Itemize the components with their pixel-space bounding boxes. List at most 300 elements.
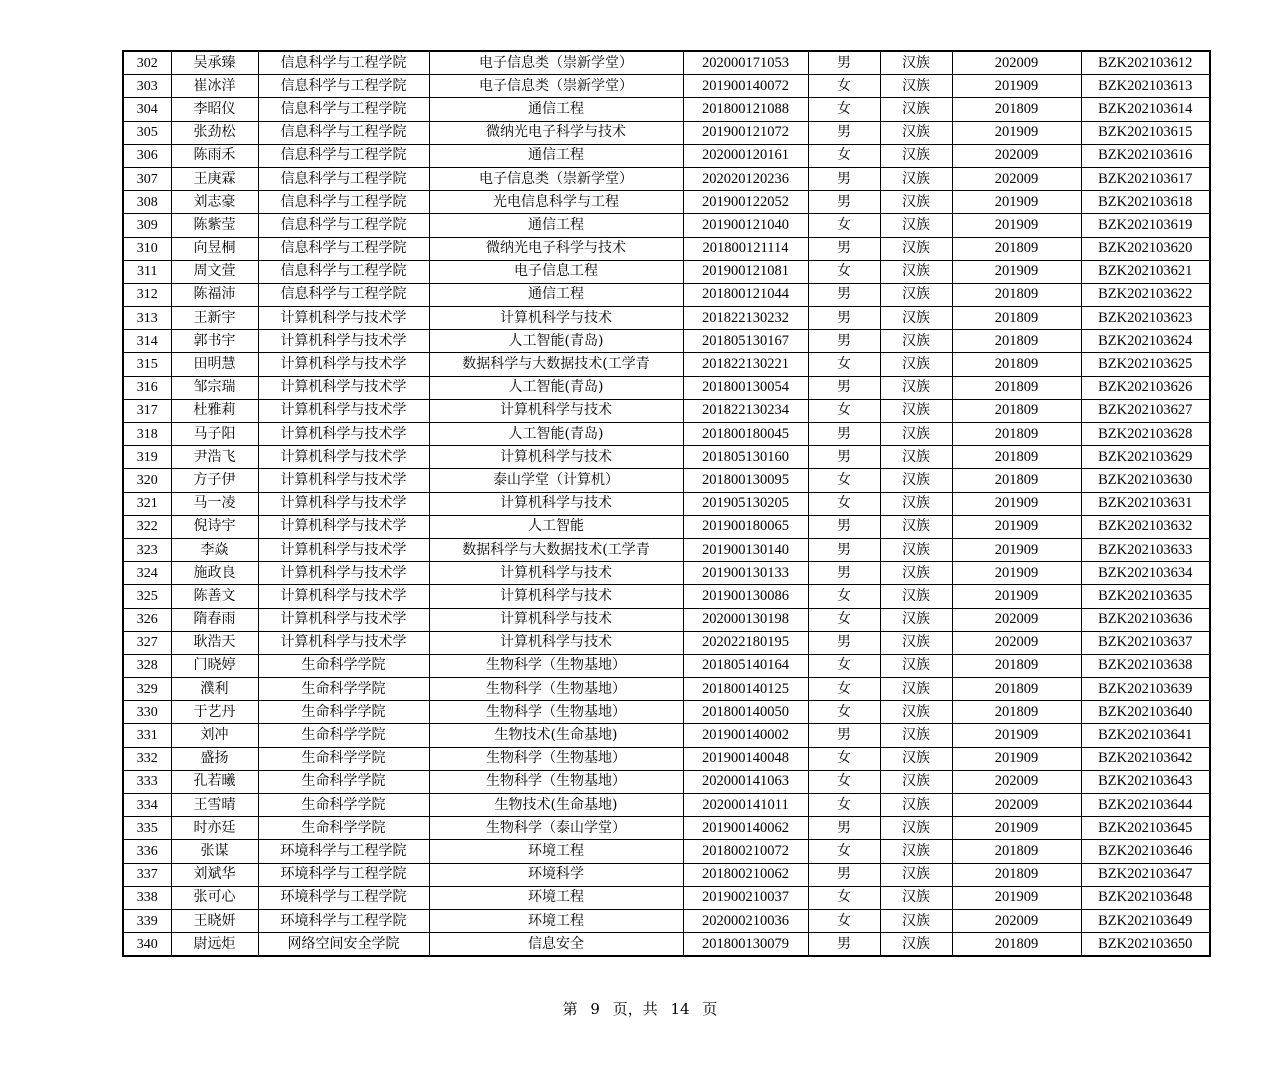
cell-seq: 318 [123, 423, 171, 446]
cell-gender: 男 [808, 817, 880, 840]
cell-ethnicity: 汉族 [880, 724, 952, 747]
cell-gender: 男 [808, 283, 880, 306]
cell-college: 计算机科学与技术学 [258, 492, 429, 515]
cell-college: 计算机科学与技术学 [258, 469, 429, 492]
cell-name: 刘冲 [171, 724, 258, 747]
cell-gender: 男 [808, 191, 880, 214]
cell-college: 信息科学与工程学院 [258, 283, 429, 306]
cell-name: 孔若曦 [171, 770, 258, 793]
cell-gender: 男 [808, 330, 880, 353]
cell-name: 张可心 [171, 886, 258, 909]
cell-ethnicity: 汉族 [880, 446, 952, 469]
cell-enroll-date: 201809 [952, 678, 1081, 701]
cell-ethnicity: 汉族 [880, 167, 952, 190]
cell-college: 生命科学学院 [258, 770, 429, 793]
cell-cert-no: BZK202103641 [1081, 724, 1210, 747]
cell-gender: 男 [808, 863, 880, 886]
cell-college: 环境科学与工程学院 [258, 840, 429, 863]
cell-student-id: 202000141063 [683, 770, 808, 793]
cell-enroll-date: 201909 [952, 585, 1081, 608]
cell-student-id: 201905130205 [683, 492, 808, 515]
cell-cert-no: BZK202103624 [1081, 330, 1210, 353]
cell-cert-no: BZK202103617 [1081, 167, 1210, 190]
cell-seq: 316 [123, 376, 171, 399]
cell-student-id: 201800130095 [683, 469, 808, 492]
cell-enroll-date: 202009 [952, 608, 1081, 631]
cell-enroll-date: 201909 [952, 747, 1081, 770]
cell-student-id: 201805140164 [683, 654, 808, 677]
table-row [123, 585, 1210, 608]
cell-name: 崔冰洋 [171, 75, 258, 98]
cell-major: 微纳光电子科学与技术 [429, 237, 683, 260]
cell-college: 生命科学学院 [258, 747, 429, 770]
footer-di: 第 [562, 1000, 578, 1018]
cell-cert-no: BZK202103634 [1081, 562, 1210, 585]
cell-major: 计算机科学与技术 [429, 608, 683, 631]
cell-major: 数据科学与大数据技术(工学青 [429, 353, 683, 376]
table-row [123, 909, 1210, 932]
cell-college: 计算机科学与技术学 [258, 423, 429, 446]
cell-cert-no: BZK202103625 [1081, 353, 1210, 376]
cell-college: 环境科学与工程学院 [258, 863, 429, 886]
cell-ethnicity: 汉族 [880, 144, 952, 167]
cell-ethnicity: 汉族 [880, 121, 952, 144]
cell-enroll-date: 201809 [952, 469, 1081, 492]
cell-cert-no: BZK202103631 [1081, 492, 1210, 515]
cell-name: 杜雅莉 [171, 399, 258, 422]
cell-seq: 332 [123, 747, 171, 770]
table-body [123, 51, 1210, 956]
cell-ethnicity: 汉族 [880, 98, 952, 121]
cell-major: 计算机科学与技术 [429, 631, 683, 654]
cell-gender: 女 [808, 678, 880, 701]
cell-cert-no: BZK202103633 [1081, 538, 1210, 561]
cell-seq: 333 [123, 770, 171, 793]
cell-gender: 女 [808, 909, 880, 932]
cell-enroll-date: 201809 [952, 283, 1081, 306]
cell-major: 光电信息科学与工程 [429, 191, 683, 214]
cell-name: 田明慧 [171, 353, 258, 376]
table-row [123, 353, 1210, 376]
cell-cert-no: BZK202103635 [1081, 585, 1210, 608]
cell-student-id: 202020120236 [683, 167, 808, 190]
cell-name: 王新宇 [171, 307, 258, 330]
cell-college: 信息科学与工程学院 [258, 260, 429, 283]
cell-name: 陈福沛 [171, 283, 258, 306]
cell-cert-no: BZK202103644 [1081, 794, 1210, 817]
cell-gender: 女 [808, 654, 880, 677]
cell-gender: 女 [808, 794, 880, 817]
cell-gender: 男 [808, 167, 880, 190]
table-row [123, 515, 1210, 538]
cell-student-id: 201800140050 [683, 701, 808, 724]
cell-ethnicity: 汉族 [880, 886, 952, 909]
cell-cert-no: BZK202103626 [1081, 376, 1210, 399]
cell-cert-no: BZK202103640 [1081, 701, 1210, 724]
cell-major: 生物科学（生物基地） [429, 654, 683, 677]
cell-student-id: 202000171053 [683, 51, 808, 75]
cell-enroll-date: 201909 [952, 886, 1081, 909]
footer-ye: 页 [702, 1000, 718, 1018]
cell-name: 隋春雨 [171, 608, 258, 631]
cell-gender: 女 [808, 840, 880, 863]
cell-major: 环境工程 [429, 886, 683, 909]
cell-cert-no: BZK202103638 [1081, 654, 1210, 677]
cell-student-id: 201822130234 [683, 399, 808, 422]
cell-cert-no: BZK202103613 [1081, 75, 1210, 98]
cell-college: 计算机科学与技术学 [258, 562, 429, 585]
cell-enroll-date: 201809 [952, 654, 1081, 677]
cell-student-id: 201805130167 [683, 330, 808, 353]
cell-enroll-date: 202009 [952, 167, 1081, 190]
cell-seq: 323 [123, 538, 171, 561]
table-row [123, 191, 1210, 214]
cell-enroll-date: 202009 [952, 770, 1081, 793]
cell-name: 于艺丹 [171, 701, 258, 724]
cell-cert-no: BZK202103621 [1081, 260, 1210, 283]
cell-name: 邹宗瑞 [171, 376, 258, 399]
cell-ethnicity: 汉族 [880, 933, 952, 957]
cell-name: 刘斌华 [171, 863, 258, 886]
cell-seq: 306 [123, 144, 171, 167]
cell-major: 电子信息类（崇新学堂） [429, 51, 683, 75]
cell-enroll-date: 201909 [952, 75, 1081, 98]
cell-gender: 女 [808, 75, 880, 98]
cell-name: 周文萱 [171, 260, 258, 283]
table-row [123, 747, 1210, 770]
cell-gender: 女 [808, 98, 880, 121]
cell-ethnicity: 汉族 [880, 863, 952, 886]
cell-student-id: 202000210036 [683, 909, 808, 932]
cell-ethnicity: 汉族 [880, 654, 952, 677]
cell-enroll-date: 201809 [952, 237, 1081, 260]
cell-gender: 男 [808, 724, 880, 747]
cell-ethnicity: 汉族 [880, 260, 952, 283]
cell-college: 计算机科学与技术学 [258, 353, 429, 376]
cell-ethnicity: 汉族 [880, 237, 952, 260]
table-row [123, 51, 1210, 75]
cell-major: 生物科学（生物基地） [429, 747, 683, 770]
cell-enroll-date: 201809 [952, 840, 1081, 863]
table-row [123, 469, 1210, 492]
cell-enroll-date: 201909 [952, 817, 1081, 840]
cell-seq: 305 [123, 121, 171, 144]
cell-cert-no: BZK202103616 [1081, 144, 1210, 167]
cell-cert-no: BZK202103629 [1081, 446, 1210, 469]
cell-student-id: 201822130221 [683, 353, 808, 376]
cell-cert-no: BZK202103614 [1081, 98, 1210, 121]
table-row [123, 399, 1210, 422]
cell-ethnicity: 汉族 [880, 423, 952, 446]
cell-cert-no: BZK202103627 [1081, 399, 1210, 422]
cell-cert-no: BZK202103628 [1081, 423, 1210, 446]
cell-name: 倪诗宇 [171, 515, 258, 538]
table-row [123, 654, 1210, 677]
cell-seq: 338 [123, 886, 171, 909]
cell-cert-no: BZK202103642 [1081, 747, 1210, 770]
table-row [123, 167, 1210, 190]
cell-college: 计算机科学与技术学 [258, 376, 429, 399]
cell-student-id: 202000130198 [683, 608, 808, 631]
table-row [123, 283, 1210, 306]
cell-college: 生命科学学院 [258, 817, 429, 840]
page-footer [0, 998, 1280, 1019]
cell-enroll-date: 201809 [952, 330, 1081, 353]
cell-ethnicity: 汉族 [880, 353, 952, 376]
cell-college: 信息科学与工程学院 [258, 121, 429, 144]
cell-seq: 340 [123, 933, 171, 957]
table-row [123, 214, 1210, 237]
cell-student-id: 201800130054 [683, 376, 808, 399]
cell-gender: 男 [808, 307, 880, 330]
cell-seq: 322 [123, 515, 171, 538]
cell-ethnicity: 汉族 [880, 909, 952, 932]
cell-gender: 男 [808, 446, 880, 469]
cell-seq: 313 [123, 307, 171, 330]
cell-major: 环境工程 [429, 909, 683, 932]
cell-gender: 男 [808, 631, 880, 654]
cell-gender: 男 [808, 376, 880, 399]
cell-seq: 317 [123, 399, 171, 422]
cell-name: 马一凌 [171, 492, 258, 515]
table-row [123, 144, 1210, 167]
cell-name: 向昱桐 [171, 237, 258, 260]
cell-enroll-date: 201909 [952, 492, 1081, 515]
cell-seq: 304 [123, 98, 171, 121]
cell-seq: 339 [123, 909, 171, 932]
table-row [123, 121, 1210, 144]
cell-student-id: 201900130133 [683, 562, 808, 585]
cell-enroll-date: 201909 [952, 260, 1081, 283]
cell-ethnicity: 汉族 [880, 840, 952, 863]
cell-ethnicity: 汉族 [880, 515, 952, 538]
cell-college: 计算机科学与技术学 [258, 608, 429, 631]
cell-student-id: 201900121072 [683, 121, 808, 144]
cell-name: 刘志豪 [171, 191, 258, 214]
cell-seq: 308 [123, 191, 171, 214]
cell-college: 计算机科学与技术学 [258, 538, 429, 561]
table-row [123, 376, 1210, 399]
cell-major: 环境科学 [429, 863, 683, 886]
cell-name: 盛扬 [171, 747, 258, 770]
cell-student-id: 202022180195 [683, 631, 808, 654]
cell-student-id: 201800140125 [683, 678, 808, 701]
cell-name: 耿浩天 [171, 631, 258, 654]
cell-gender: 女 [808, 770, 880, 793]
cell-gender: 男 [808, 121, 880, 144]
footer-page-number: 9 [590, 1000, 600, 1018]
cell-enroll-date: 201809 [952, 399, 1081, 422]
cell-gender: 女 [808, 353, 880, 376]
cell-major: 通信工程 [429, 214, 683, 237]
cell-student-id: 201900130140 [683, 538, 808, 561]
cell-college: 网络空间安全学院 [258, 933, 429, 957]
table-row [123, 330, 1210, 353]
cell-name: 王庚霖 [171, 167, 258, 190]
cell-major: 电子信息工程 [429, 260, 683, 283]
cell-student-id: 201900140072 [683, 75, 808, 98]
cell-major: 电子信息类（崇新学堂） [429, 167, 683, 190]
cell-seq: 334 [123, 794, 171, 817]
cell-seq: 310 [123, 237, 171, 260]
cell-major: 数据科学与大数据技术(工学青 [429, 538, 683, 561]
footer-ye-gong: 页，共 [612, 1000, 658, 1018]
cell-seq: 314 [123, 330, 171, 353]
cell-seq: 311 [123, 260, 171, 283]
cell-ethnicity: 汉族 [880, 770, 952, 793]
cell-college: 计算机科学与技术学 [258, 446, 429, 469]
cell-enroll-date: 201909 [952, 121, 1081, 144]
cell-ethnicity: 汉族 [880, 51, 952, 75]
table-row [123, 886, 1210, 909]
cell-major: 人工智能(青岛) [429, 330, 683, 353]
cell-major: 计算机科学与技术 [429, 585, 683, 608]
cell-cert-no: BZK202103643 [1081, 770, 1210, 793]
cell-college: 信息科学与工程学院 [258, 237, 429, 260]
cell-name: 尉远炬 [171, 933, 258, 957]
cell-major: 环境工程 [429, 840, 683, 863]
cell-enroll-date: 201909 [952, 538, 1081, 561]
cell-seq: 336 [123, 840, 171, 863]
cell-ethnicity: 汉族 [880, 631, 952, 654]
cell-enroll-date: 202009 [952, 794, 1081, 817]
cell-major: 通信工程 [429, 283, 683, 306]
cell-enroll-date: 202009 [952, 144, 1081, 167]
cell-seq: 337 [123, 863, 171, 886]
cell-college: 信息科学与工程学院 [258, 214, 429, 237]
cell-ethnicity: 汉族 [880, 747, 952, 770]
cell-enroll-date: 201809 [952, 353, 1081, 376]
cell-enroll-date: 201809 [952, 307, 1081, 330]
cell-major: 人工智能(青岛) [429, 423, 683, 446]
cell-student-id: 201900121040 [683, 214, 808, 237]
cell-student-id: 201800180045 [683, 423, 808, 446]
cell-enroll-date: 201809 [952, 446, 1081, 469]
cell-ethnicity: 汉族 [880, 562, 952, 585]
cell-cert-no: BZK202103623 [1081, 307, 1210, 330]
cell-cert-no: BZK202103630 [1081, 469, 1210, 492]
cell-major: 计算机科学与技术 [429, 307, 683, 330]
table-row [123, 724, 1210, 747]
cell-ethnicity: 汉族 [880, 794, 952, 817]
cell-ethnicity: 汉族 [880, 701, 952, 724]
cell-college: 计算机科学与技术学 [258, 330, 429, 353]
cell-cert-no: BZK202103646 [1081, 840, 1210, 863]
cell-gender: 女 [808, 144, 880, 167]
table-row [123, 98, 1210, 121]
cell-student-id: 201800121088 [683, 98, 808, 121]
cell-ethnicity: 汉族 [880, 307, 952, 330]
cell-college: 信息科学与工程学院 [258, 191, 429, 214]
cell-college: 信息科学与工程学院 [258, 167, 429, 190]
table-row [123, 423, 1210, 446]
cell-gender: 男 [808, 515, 880, 538]
cell-major: 电子信息类（崇新学堂） [429, 75, 683, 98]
cell-name: 陈紫莹 [171, 214, 258, 237]
cell-enroll-date: 202009 [952, 51, 1081, 75]
table-row [123, 260, 1210, 283]
table-row [123, 492, 1210, 515]
cell-student-id: 201822130232 [683, 307, 808, 330]
cell-cert-no: BZK202103637 [1081, 631, 1210, 654]
cell-student-id: 201800210062 [683, 863, 808, 886]
cell-major: 计算机科学与技术 [429, 562, 683, 585]
cell-college: 环境科学与工程学院 [258, 886, 429, 909]
cell-enroll-date: 202009 [952, 909, 1081, 932]
cell-college: 生命科学学院 [258, 678, 429, 701]
cell-enroll-date: 201909 [952, 515, 1081, 538]
table-row [123, 933, 1210, 957]
cell-college: 信息科学与工程学院 [258, 144, 429, 167]
cell-ethnicity: 汉族 [880, 817, 952, 840]
cell-name: 尹浩飞 [171, 446, 258, 469]
cell-ethnicity: 汉族 [880, 399, 952, 422]
table-row [123, 770, 1210, 793]
cell-major: 信息安全 [429, 933, 683, 957]
cell-major: 生物科学（生物基地） [429, 770, 683, 793]
cell-name: 陈雨禾 [171, 144, 258, 167]
cell-name: 郭书宇 [171, 330, 258, 353]
cell-name: 施政良 [171, 562, 258, 585]
cell-student-id: 201800130079 [683, 933, 808, 957]
cell-seq: 303 [123, 75, 171, 98]
cell-college: 计算机科学与技术学 [258, 631, 429, 654]
table-row [123, 840, 1210, 863]
cell-seq: 312 [123, 283, 171, 306]
cell-major: 生物科学（生物基地） [429, 701, 683, 724]
cell-gender: 男 [808, 423, 880, 446]
table-row [123, 75, 1210, 98]
cell-student-id: 201900130086 [683, 585, 808, 608]
cell-gender: 女 [808, 399, 880, 422]
cell-major: 生物技术(生命基地) [429, 794, 683, 817]
table-row [123, 631, 1210, 654]
cell-seq: 302 [123, 51, 171, 75]
cell-student-id: 202000141011 [683, 794, 808, 817]
cell-student-id: 201800121044 [683, 283, 808, 306]
cell-college: 信息科学与工程学院 [258, 51, 429, 75]
table-row [123, 817, 1210, 840]
table-row [123, 538, 1210, 561]
cell-name: 方子伊 [171, 469, 258, 492]
cell-college: 信息科学与工程学院 [258, 98, 429, 121]
footer-total-pages: 14 [670, 1000, 690, 1018]
cell-college: 计算机科学与技术学 [258, 515, 429, 538]
cell-ethnicity: 汉族 [880, 191, 952, 214]
cell-cert-no: BZK202103632 [1081, 515, 1210, 538]
cell-seq: 326 [123, 608, 171, 631]
table-row [123, 237, 1210, 260]
cell-cert-no: BZK202103648 [1081, 886, 1210, 909]
cell-enroll-date: 202009 [952, 631, 1081, 654]
cell-cert-no: BZK202103639 [1081, 678, 1210, 701]
cell-major: 泰山学堂（计算机） [429, 469, 683, 492]
cell-college: 生命科学学院 [258, 724, 429, 747]
cell-ethnicity: 汉族 [880, 538, 952, 561]
cell-major: 生物技术(生命基地) [429, 724, 683, 747]
cell-gender: 女 [808, 469, 880, 492]
cell-enroll-date: 201809 [952, 376, 1081, 399]
cell-gender: 男 [808, 562, 880, 585]
cell-cert-no: BZK202103647 [1081, 863, 1210, 886]
cell-student-id: 201800210072 [683, 840, 808, 863]
cell-major: 计算机科学与技术 [429, 399, 683, 422]
cell-major: 人工智能(青岛) [429, 376, 683, 399]
cell-student-id: 201900180065 [683, 515, 808, 538]
cell-enroll-date: 201809 [952, 423, 1081, 446]
table-row [123, 701, 1210, 724]
cell-college: 计算机科学与技术学 [258, 585, 429, 608]
